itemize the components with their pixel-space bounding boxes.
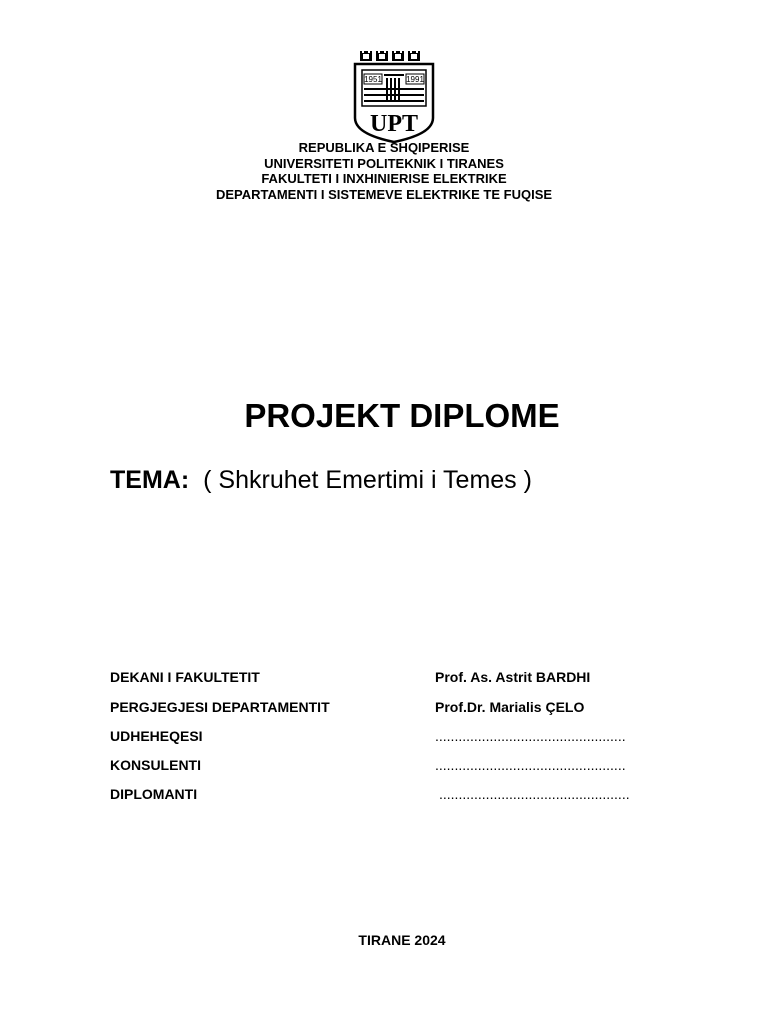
topic-value: ( Shkruhet Emertimi i Temes ): [203, 466, 532, 494]
roster-role: DEKANI I FAKULTETIT: [110, 669, 260, 685]
logo-acronym: UPT: [370, 111, 418, 137]
logo-year-left: 1951: [364, 75, 382, 84]
roster-role: UDHEHEQESI: [110, 728, 203, 744]
roster-person: Prof. As. Astrit BARDHI: [435, 669, 591, 685]
header-line-faculty: FAKULTETI I INXHINIERISE ELEKTRIKE: [261, 171, 507, 186]
roster-signature-line: .................................................: [435, 757, 626, 773]
roster-role: KONSULENTI: [110, 757, 201, 773]
roster-row-consultant: [110, 755, 670, 775]
roster-signature-line: .................................................: [439, 786, 630, 802]
header-line-republic: REPUBLIKA E SHQIPERISE: [298, 140, 470, 155]
roster-row-supervisor: [110, 726, 670, 746]
roster-person: Prof.Dr. Marialis ÇELO: [435, 699, 585, 715]
roster-row-graduate: [110, 784, 670, 804]
upt-crest-icon: [352, 48, 436, 144]
roster-row-department-head: [110, 697, 670, 717]
place-and-year: TIRANE 2024: [358, 932, 446, 948]
roster-signature-line: .................................................: [435, 728, 626, 744]
roster-row-dean: [110, 667, 670, 687]
header-line-university: UNIVERSITETI POLITEKNIK I TIRANES: [264, 155, 504, 171]
roster-role: PERGJEGJESI DEPARTAMENTIT: [110, 699, 330, 715]
roster-role: DIPLOMANTI: [110, 786, 198, 802]
header-line-department: DEPARTAMENTI I SISTEMEVE ELEKTRIKE TE FUQISE: [215, 186, 553, 202]
institution-header: [0, 140, 768, 202]
university-logo: [352, 48, 436, 144]
topic-label: TEMA:: [110, 466, 190, 494]
logo-year-right: 1991: [406, 75, 424, 84]
topic-line: [110, 464, 532, 496]
document-title: PROJEKT DIPLOME: [244, 397, 560, 434]
